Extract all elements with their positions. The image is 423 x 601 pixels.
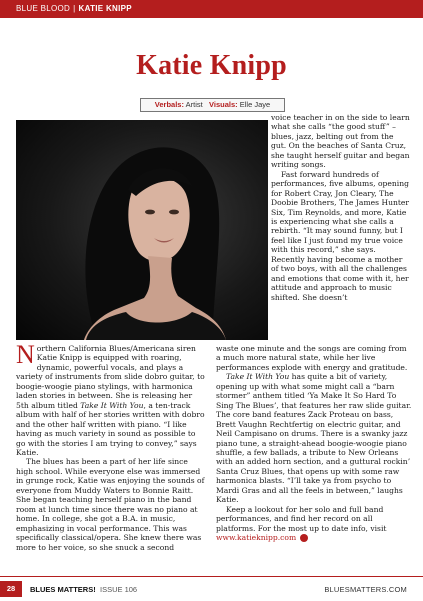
drop-cap: N	[16, 340, 35, 369]
section-subject: KATIE KNIPP	[78, 4, 132, 13]
artist-photo	[16, 120, 268, 340]
issue-number: ISSUE 106	[100, 585, 138, 594]
article-paragraph: Take It With You has quite a bit of variety, opening up with what some might call a “barn stormer” anthem titled ‘Ya Make It So Hard To Sing The Blues’, that features her raw slide guitar. The core band features Zack Proteau on bass, Brett Vaughn Rechtfertig on electric guitar, and Neil Campisano on drums. There is a swanky jazz piano tune, a straight-ahead boogie-woogie piano shuffle, a few ballads, a tribute to New Orleans with an added horn section, and a guttural rockin’ Santa Cruz Blues, that opens up with some raw harmonica blasts. “I’ll take ya from psycho to Mardi Gras and all the feels in between,” laughs Katie.	[216, 372, 412, 505]
website-link[interactable]: www.katieknipp.com	[216, 533, 297, 543]
article-column-left	[16, 340, 206, 552]
visuals-value: Elle Jaye	[239, 100, 271, 109]
section-separator: |	[73, 4, 76, 13]
section-label	[16, 4, 132, 13]
article-column-right	[271, 113, 411, 302]
page-number: 28	[0, 581, 22, 597]
end-of-article-mark	[300, 534, 308, 542]
article-paragraph: Keep a lookout for her solo and full band performances, and find her record on all platforms. For the most up to date info, visit www.katieknipp.com	[216, 504, 387, 543]
article-paragraph: voice teacher in on the side to learn what she calls “the good stuff” – blues, jazz, belting out from the gut. On the beaches of Santa Cruz, she taught herself guitar and began writing songs.	[271, 113, 410, 170]
credits-box	[140, 98, 285, 112]
verbals-label: Verbals:	[154, 100, 184, 109]
article-paragraph: Fast forward hundreds of performances, five albums, opening for Robert Cray, Jon Cleary, The Doobie Brothers, The James Hunter Six, Tim Reynolds, and more, Katie is experiencing what she calls a rebirth. “It may sound funny, but I feel like I just found my true voice with this record,” she says. Recently having become a mother of two boys, with all the challenges and emotions that come with it, her attitude and approach to music shifted. She doesn’t	[271, 169, 410, 302]
portrait-illustration	[16, 120, 268, 340]
article-paragraph: Northern California Blues/Americana siren Katie Knipp is equipped with roaring, dynamic, powerful vocals, and plays a variety of instruments from slide dobro guitar, to boogie-woogie piano stylings, with harmonica laden stories in between. She is releasing her 5th album titled Take It With You, a ten-track album with half of her stories written with dobro and the other half written with piano. “I like having as much variety in sound as possible to go with the stories I am trying to convey,” says Katie.	[16, 340, 205, 457]
magazine-name: BLUES MATTERS!	[30, 585, 96, 594]
album-title: Take It With You	[226, 372, 290, 382]
article-column-middle	[216, 344, 413, 543]
section-name: BLUE BLOOD	[16, 4, 71, 13]
verbals-value: Artist	[185, 100, 203, 109]
album-title: Take It With You	[80, 400, 144, 410]
article-paragraph: The blues has been a part of her life since high school. While everyone else was immersed in grunge rock, Katie was enjoying the sounds of everyone from Muddy Waters to Bonnie Raitt. She began teaching herself piano in the band room at lunch time since there was no piano at home. In college, she got a B.A. in music, emphasizing in vocal performance. This was specifically classical/opera. She knew there was more to her voice, so she snuck a second	[16, 457, 205, 552]
section-header-bar	[0, 0, 423, 18]
article-paragraph: waste one minute and the songs are coming from a much more natural state, while her live performances explode with energy and gratitude.	[216, 344, 408, 372]
magazine-website: BLUESMATTERS.COM	[324, 585, 407, 594]
page-footer	[0, 576, 423, 601]
visuals-label: Visuals:	[209, 100, 238, 109]
article-title: Katie Knipp	[136, 50, 287, 81]
